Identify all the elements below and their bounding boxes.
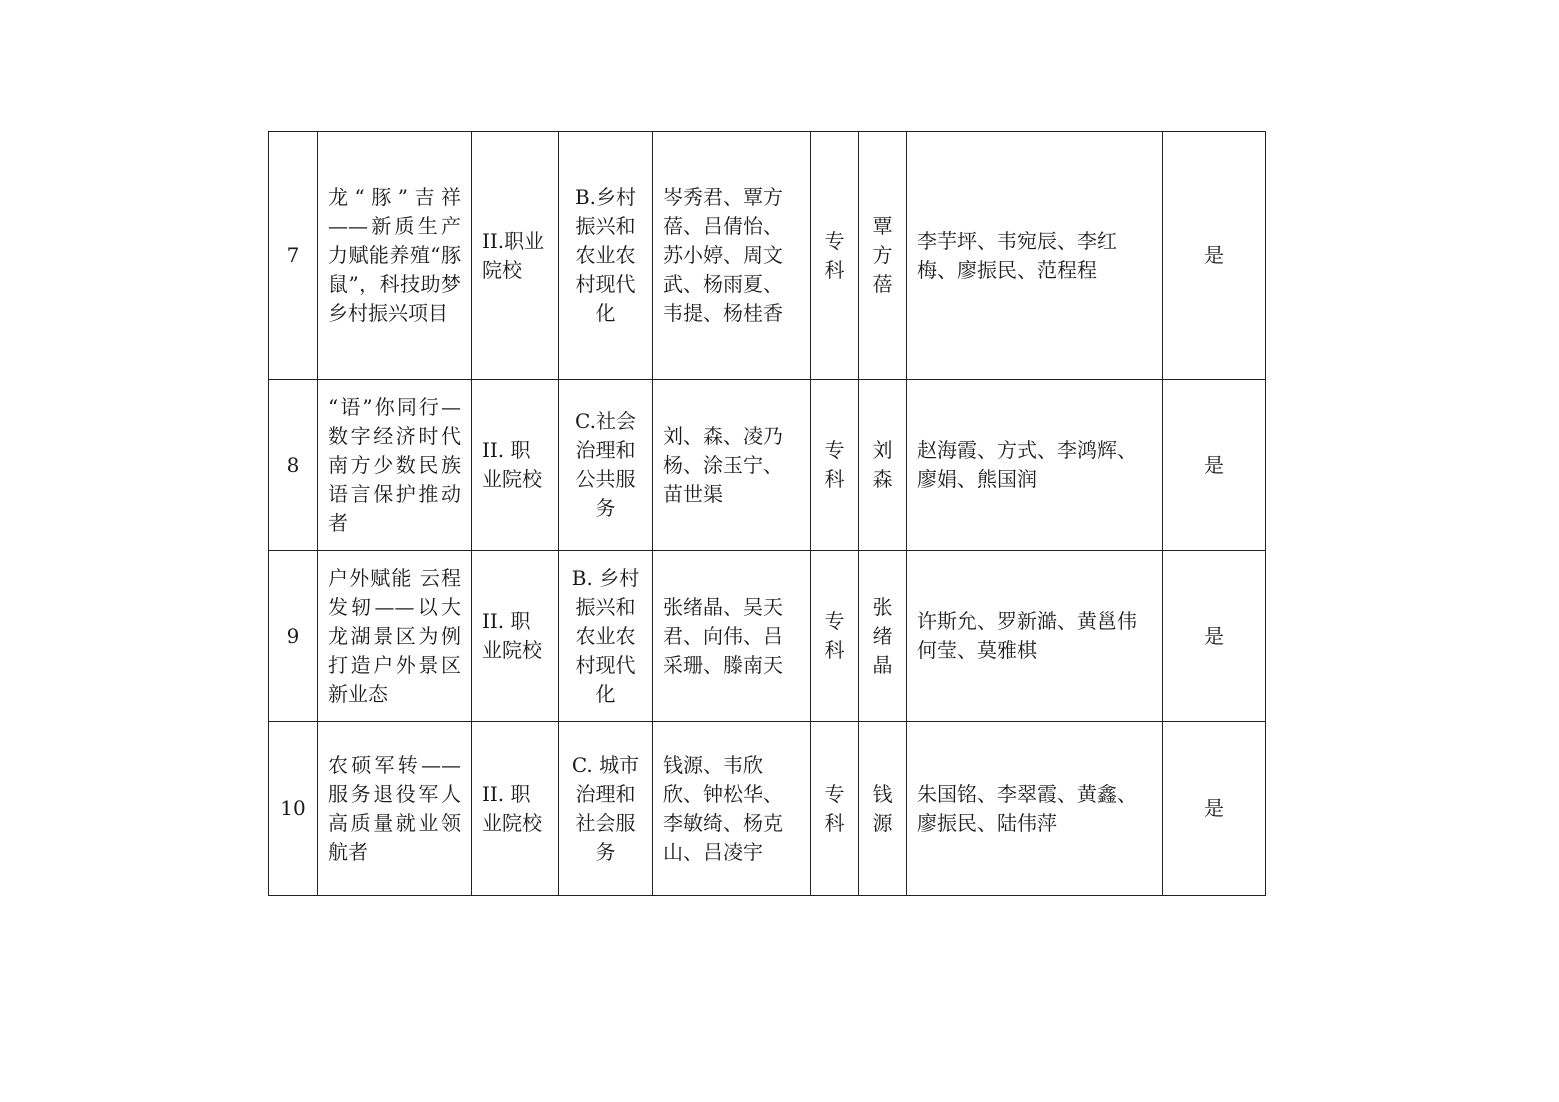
advisors: 朱国铭、李翠霞、黄鑫、廖振民、陆伟萍 xyxy=(907,722,1163,896)
team-leader: 覃方蓓 xyxy=(859,132,907,380)
advisors: 李芋坪、韦宛辰、李红梅、廖振民、范程程 xyxy=(907,132,1163,380)
advisors: 许斯允、罗新澔、黄邕伟何莹、莫雅棋 xyxy=(907,551,1163,722)
project-title: 户外赋能 云程发轫——以大龙湖景区为例打造户外景区新业态 xyxy=(318,551,472,722)
project-group: B. 乡村振兴和农业农村现代化 xyxy=(559,551,653,722)
project-table xyxy=(268,131,1266,896)
team-members: 刘、森、凌乃杨、涂玉宁、苗世渠 xyxy=(653,380,811,551)
answer-cell: 是 xyxy=(1163,132,1266,380)
project-category: II. 职业院校 xyxy=(472,551,559,722)
table-row xyxy=(269,380,1266,551)
education-level: 专科 xyxy=(811,722,859,896)
advisors: 赵海霞、方式、李鸿辉、廖娟、熊国润 xyxy=(907,380,1163,551)
team-members: 钱源、韦欣欣、钟松华、李敏绮、杨克山、吕凌宇 xyxy=(653,722,811,896)
team-leader: 张绪晶 xyxy=(859,551,907,722)
row-number: 10 xyxy=(269,722,318,896)
project-category: II. 职业院校 xyxy=(472,722,559,896)
answer-cell: 是 xyxy=(1163,722,1266,896)
team-leader: 钱源 xyxy=(859,722,907,896)
project-group: C. 城市治理和社会服务 xyxy=(559,722,653,896)
row-number: 9 xyxy=(269,551,318,722)
project-title: “语”你同行—数字经济时代南方少数民族语言保护推动者 xyxy=(318,380,472,551)
project-category: II. 职业院校 xyxy=(472,380,559,551)
answer-cell: 是 xyxy=(1163,380,1266,551)
row-number: 7 xyxy=(269,132,318,380)
row-number: 8 xyxy=(269,380,318,551)
project-group: B.乡村振兴和农业农村现代化 xyxy=(559,132,653,380)
table-row xyxy=(269,132,1266,380)
team-members: 张绪晶、吴天君、向伟、吕采珊、滕南天 xyxy=(653,551,811,722)
answer-cell: 是 xyxy=(1163,551,1266,722)
project-title: 龙“豚”吉祥——新质生产力赋能养殖“豚鼠”，科技助梦乡村振兴项目 xyxy=(318,132,472,380)
team-leader: 刘森 xyxy=(859,380,907,551)
education-level: 专科 xyxy=(811,551,859,722)
project-group: C.社会治理和公共服务 xyxy=(559,380,653,551)
project-title: 农硕军转——服务退役军人高质量就业领航者 xyxy=(318,722,472,896)
education-level: 专科 xyxy=(811,132,859,380)
education-level: 专科 xyxy=(811,380,859,551)
project-category: II.职业院校 xyxy=(472,132,559,380)
table-row xyxy=(269,551,1266,722)
team-members: 岑秀君、覃方蓓、吕倩怡、苏小婷、周文武、杨雨夏、韦提、杨桂香 xyxy=(653,132,811,380)
table-row xyxy=(269,722,1266,896)
